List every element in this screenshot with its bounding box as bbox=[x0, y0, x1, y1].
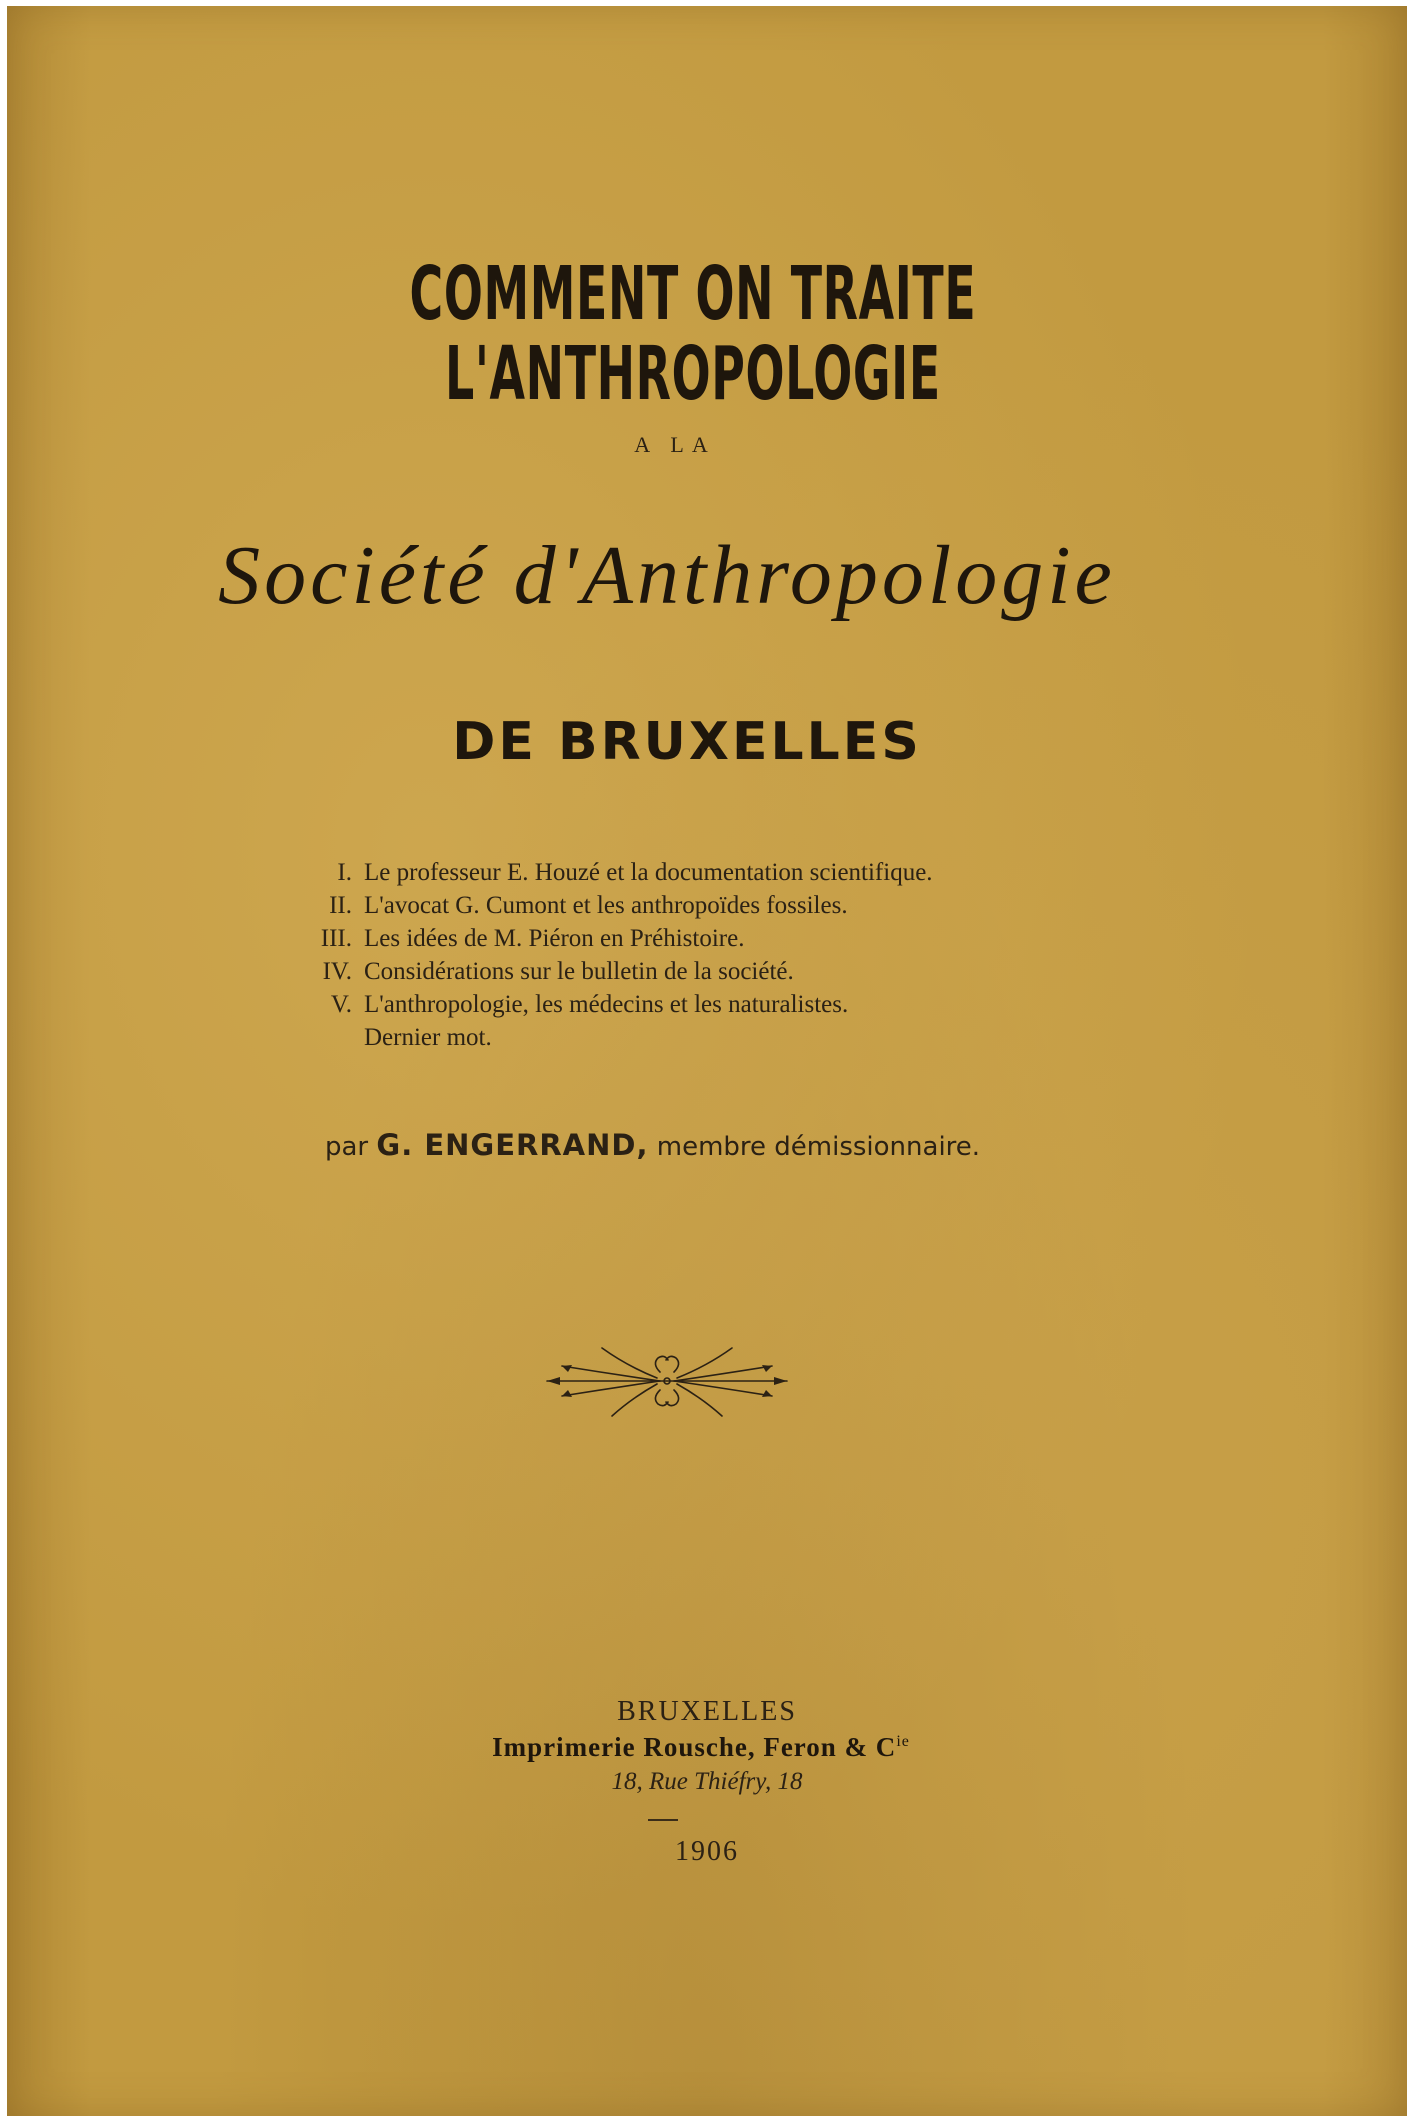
toc-text: Les idées de M. Piéron en Préhistoire. bbox=[364, 925, 745, 952]
toc-item bbox=[297, 889, 1057, 922]
author-name: G. ENGERRAND, bbox=[376, 1128, 649, 1162]
table-of-contents bbox=[297, 856, 1057, 1054]
toc-item bbox=[297, 922, 1057, 955]
title-connector: A LA bbox=[634, 432, 716, 457]
printer-name: Imprimerie Rousche, Feron & C bbox=[492, 1732, 897, 1762]
publisher-printer bbox=[1, 1732, 1401, 1763]
toc-number: IV. bbox=[322, 958, 352, 985]
toc-text: L'anthropologie, les médecins et les naturalistes. bbox=[364, 991, 849, 1018]
toc-text: Considérations sur le bulletin de la société. bbox=[364, 958, 794, 985]
toc-number: V. bbox=[330, 991, 352, 1018]
toc-number: III. bbox=[320, 925, 352, 952]
toc-number: I. bbox=[337, 859, 352, 886]
toc-text: L'avocat G. Cumont et les anthropoïdes fossiles. bbox=[364, 892, 848, 919]
author-byline bbox=[325, 1128, 1225, 1162]
printer-name-superscript: ie bbox=[896, 1733, 910, 1750]
toc-number: II. bbox=[329, 892, 352, 919]
society-city: DE BRUXELLES bbox=[452, 712, 922, 772]
toc-item bbox=[297, 955, 1057, 988]
toc-item bbox=[297, 988, 1057, 1021]
main-title: COMMENT ON TRAITE L'ANTHROPOLOGIE bbox=[409, 251, 977, 417]
toc-number bbox=[297, 1021, 364, 1054]
toc-text: Le professeur E. Houzé et la documentation scientifique. bbox=[364, 859, 933, 886]
byline-prefix: par bbox=[325, 1132, 369, 1162]
fleuron-ornament-icon bbox=[542, 1336, 792, 1426]
toc-item bbox=[297, 856, 1057, 889]
publication-year: 1906 bbox=[675, 1836, 739, 1867]
society-name: Société d'Anthropologie bbox=[218, 529, 1116, 622]
toc-item bbox=[297, 1021, 1057, 1054]
publisher-address: 18, Rue Thiéfry, 18 bbox=[611, 1768, 803, 1795]
book-cover bbox=[7, 6, 1407, 2116]
divider bbox=[648, 1819, 678, 1821]
author-role: membre démissionnaire. bbox=[656, 1132, 981, 1162]
toc-text: Dernier mot. bbox=[364, 1024, 492, 1051]
publisher-city: BRUXELLES bbox=[617, 1696, 797, 1727]
